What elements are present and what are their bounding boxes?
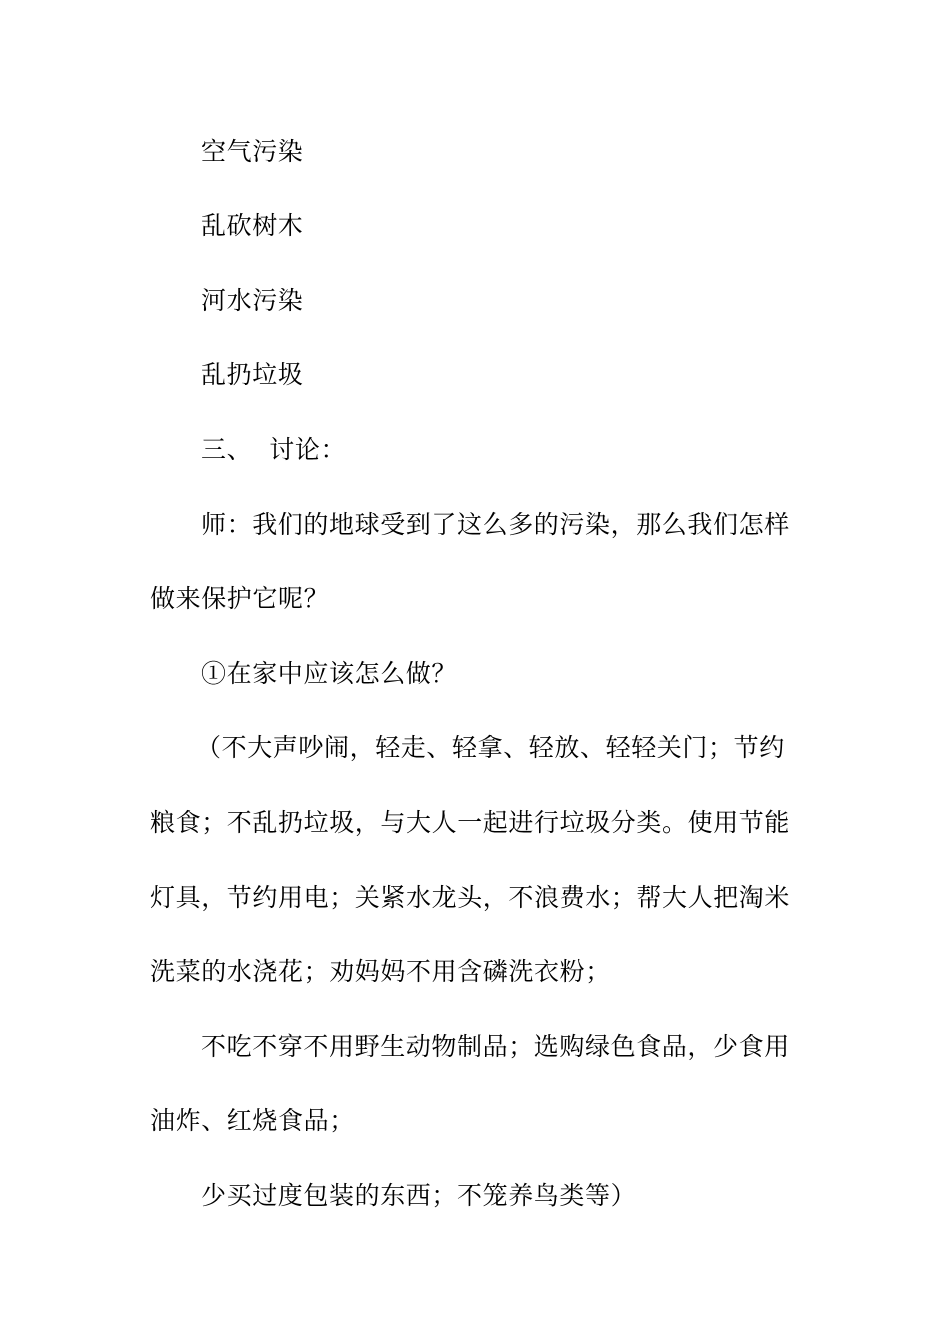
paragraph-teacher-question-line1: 师：我们的地球受到了这么多的污染，那么我们怎样 xyxy=(201,510,790,539)
list-item-air-pollution: 空气污染 xyxy=(201,137,304,166)
paragraph-teacher-question-line2: 做来保护它呢？ xyxy=(150,584,330,613)
paragraph-packaging: 少买过度包装的东西；不笼养鸟类等） xyxy=(201,1181,637,1210)
paragraph-answer-line4: 洗菜的水浇花；劝妈妈不用含磷洗衣粉； xyxy=(150,957,611,986)
subheading-at-home: ①在家中应该怎么做？ xyxy=(201,659,458,688)
list-item-deforestation: 乱砍树木 xyxy=(201,211,304,240)
paragraph-answer-line1: （不大声吵闹，轻走、轻拿、轻放、轻轻关门；节约 xyxy=(196,733,785,762)
paragraph-wildlife-line1: 不吃不穿不用野生动物制品；选购绿色食品，少食用 xyxy=(201,1032,790,1061)
section-heading-discussion: 三、 讨论： xyxy=(201,435,347,464)
list-item-littering: 乱扔垃圾 xyxy=(201,360,304,389)
paragraph-answer-line2: 粮食；不乱扔垃圾，与大人一起进行垃圾分类。使用节能 xyxy=(150,808,791,837)
paragraph-wildlife-line2: 油炸、红烧食品； xyxy=(150,1106,355,1135)
list-item-river-pollution: 河水污染 xyxy=(201,286,304,315)
paragraph-answer-line3: 灯具，节约用电；关紧水龙头，不浪费水；帮大人把淘米 xyxy=(150,883,791,912)
